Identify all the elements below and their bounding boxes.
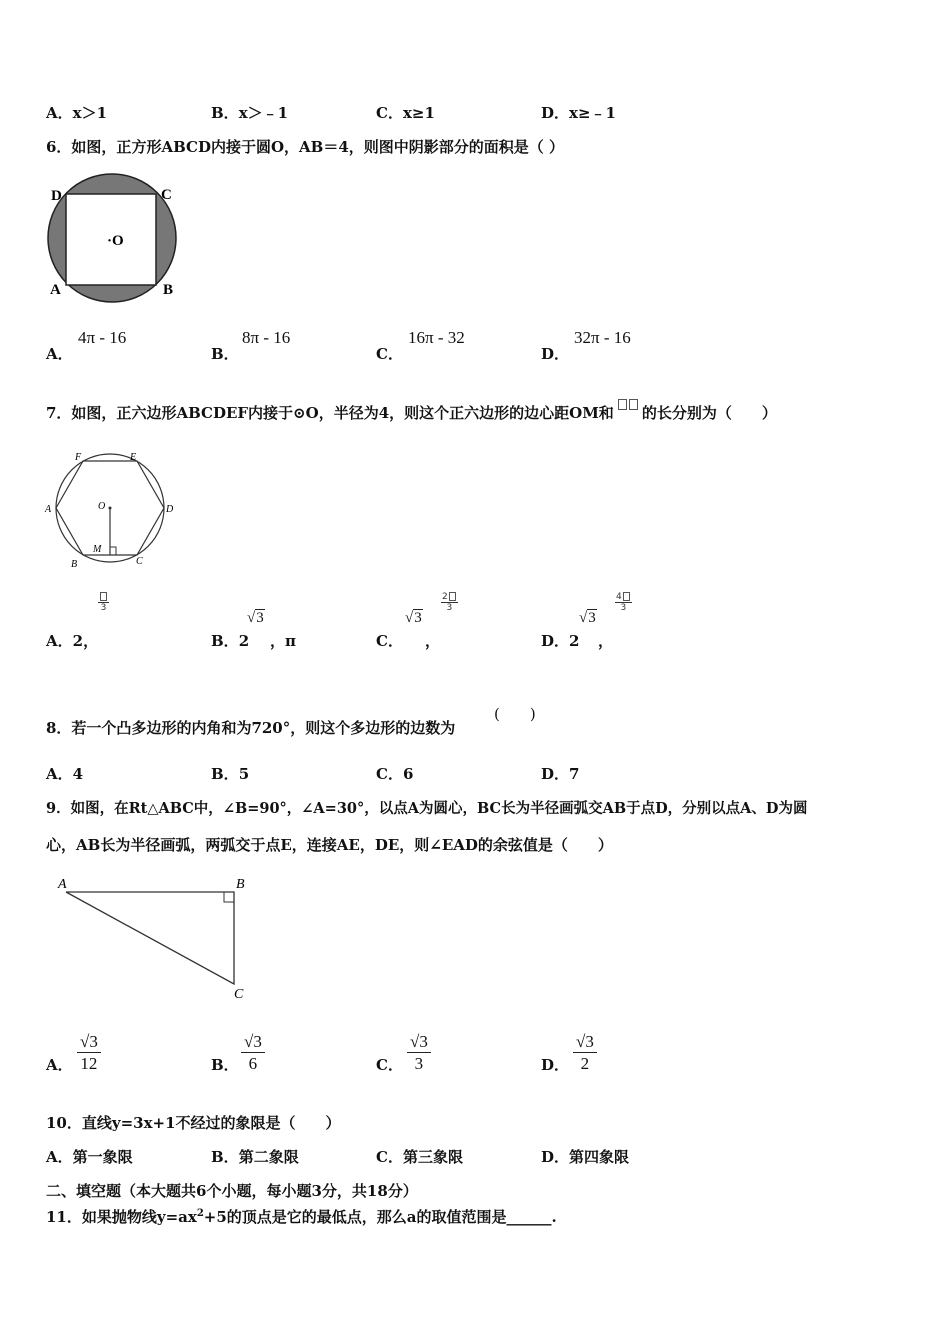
q10-option-c: C．第三象限: [376, 1148, 463, 1166]
q7-label-b: B: [71, 559, 78, 570]
q6-label-d: D: [51, 188, 62, 204]
q7-option-d: D．2: [541, 632, 580, 650]
q7-missing-glyph: [617, 394, 639, 412]
q6-stem: 6．如图，正方形ABCD内接于圆O，AB＝4，则图中阴影部分的面积是（ ）: [46, 138, 565, 156]
q9-option-a-letter: A．: [46, 1056, 73, 1074]
q7-option-b: B．2: [211, 632, 250, 650]
q10-option-b: B．第二象限: [211, 1148, 299, 1166]
q7-option-d-frac: 4 3: [615, 592, 632, 613]
q6-label-a: A: [50, 282, 61, 298]
q6-option-b-expr: 8π - 16: [242, 328, 291, 347]
q8-paren: ( ): [494, 705, 536, 723]
q9-option-d-frac: $\frac{√3}{2}$: [573, 1032, 597, 1075]
q9-stem-line2: 心，AB长为半径画弧，两弧交于点E，连接AE，DE，则∠EAD的余弦值是（ ）: [46, 836, 613, 854]
q6-figure: [42, 172, 187, 304]
q7-figure: [42, 447, 182, 571]
q5-option-a: A．x＞1: [46, 104, 108, 122]
q9-label-c: C: [234, 987, 244, 1002]
q10-option-d: D．第四象限: [541, 1148, 630, 1166]
q9-option-c-frac: $\frac{√3}{3}$: [407, 1032, 431, 1075]
q7-option-a-frac: 3: [98, 592, 109, 613]
q9-triangle: [66, 892, 234, 984]
q7-label-m: M: [93, 544, 102, 555]
q9-stem-line1: 9．如图，在Rt△ABC中，∠B=90°，∠A=30°，以点A为圆心，BC长为半径画弧交AB于点D，分别以点A、D为圆: [46, 800, 808, 817]
q9-label-b: B: [236, 877, 245, 892]
q7-label-e: E: [130, 452, 137, 463]
q9-option-b-letter: B．: [211, 1056, 239, 1074]
q7-option-d-root: √3: [579, 610, 596, 626]
q7-option-a: A．2，: [46, 632, 99, 650]
q7-option-d-tail: ，: [598, 632, 614, 650]
q5-option-d: D．x≥﹣1: [541, 104, 616, 122]
q7-option-c-frac: 2 3: [441, 592, 458, 613]
q8-option-c: C．6: [376, 765, 414, 783]
q7-stem: [46, 402, 777, 423]
q7-label-d: D: [166, 504, 174, 515]
q9-label-a: A: [58, 877, 67, 892]
q6-option-d-letter: D．: [541, 345, 570, 363]
q8-stem: 8．若一个凸多边形的内角和为720°，则这个多边形的边数为: [46, 719, 456, 737]
q6-option-b-letter: B．: [211, 345, 239, 363]
q7-option-c-letter: C．: [376, 632, 403, 650]
q11-stem: 11．如果抛物线$y=ax^2+5$的顶点是它的最低点，那么a的取值范围是______.: [46, 1208, 557, 1226]
q6-option-c-letter: C．: [376, 345, 403, 363]
q9-figure: [52, 872, 257, 1002]
q7-label-c: C: [136, 556, 143, 567]
q7-label-a: A: [45, 504, 52, 515]
q6-option-a-letter: A．: [46, 345, 73, 363]
q8-option-d: D．7: [541, 765, 580, 783]
q7-option-c-tail: ，: [425, 632, 441, 650]
q6-label-c: C: [161, 187, 172, 203]
q6-option-d-expr: 32π - 16: [574, 328, 631, 347]
q6-label-b: B: [163, 282, 174, 298]
q9-option-a-frac: $\frac{√3}{12}$: [77, 1032, 101, 1075]
q8-option-a: A．4: [46, 765, 84, 783]
q6-label-o: ·O: [107, 233, 124, 249]
q7-option-b-root: √3: [247, 610, 264, 626]
q9-option-b-frac: $\frac{√3}{6}$: [241, 1032, 265, 1075]
q7-label-f: F: [75, 452, 82, 463]
q5-option-c: C．x≥1: [376, 104, 435, 122]
q11-answer-blank: ______: [506, 1208, 552, 1226]
q6-option-a-expr: 4π - 16: [78, 328, 127, 347]
q9-option-c-letter: C．: [376, 1056, 403, 1074]
q7-stem-a: 7．如图，正六边形ABCDEF内接于⊙O，半径为4，则这个正六边形的边心距OM和: [46, 404, 614, 422]
q10-stem: 10．直线y=3x+1不经过的象限是（ ）: [46, 1114, 341, 1132]
q7-option-b-tail: ，π: [270, 632, 296, 650]
q6-option-c-expr: 16π - 32: [408, 328, 465, 347]
section2-title: 二、填空题（本大题共6个小题，每小题3分，共18分）: [46, 1182, 418, 1200]
q9-option-d-letter: D．: [541, 1056, 570, 1074]
q7-stem-b: 的长分别为（ ）: [641, 404, 777, 422]
q5-option-b: B．x＞﹣1: [211, 104, 289, 122]
q7-label-o: O: [98, 501, 106, 512]
q10-option-a: A．第一象限: [46, 1148, 133, 1166]
q8-option-b: B．5: [211, 765, 250, 783]
q7-option-c-root: √3: [405, 610, 422, 626]
